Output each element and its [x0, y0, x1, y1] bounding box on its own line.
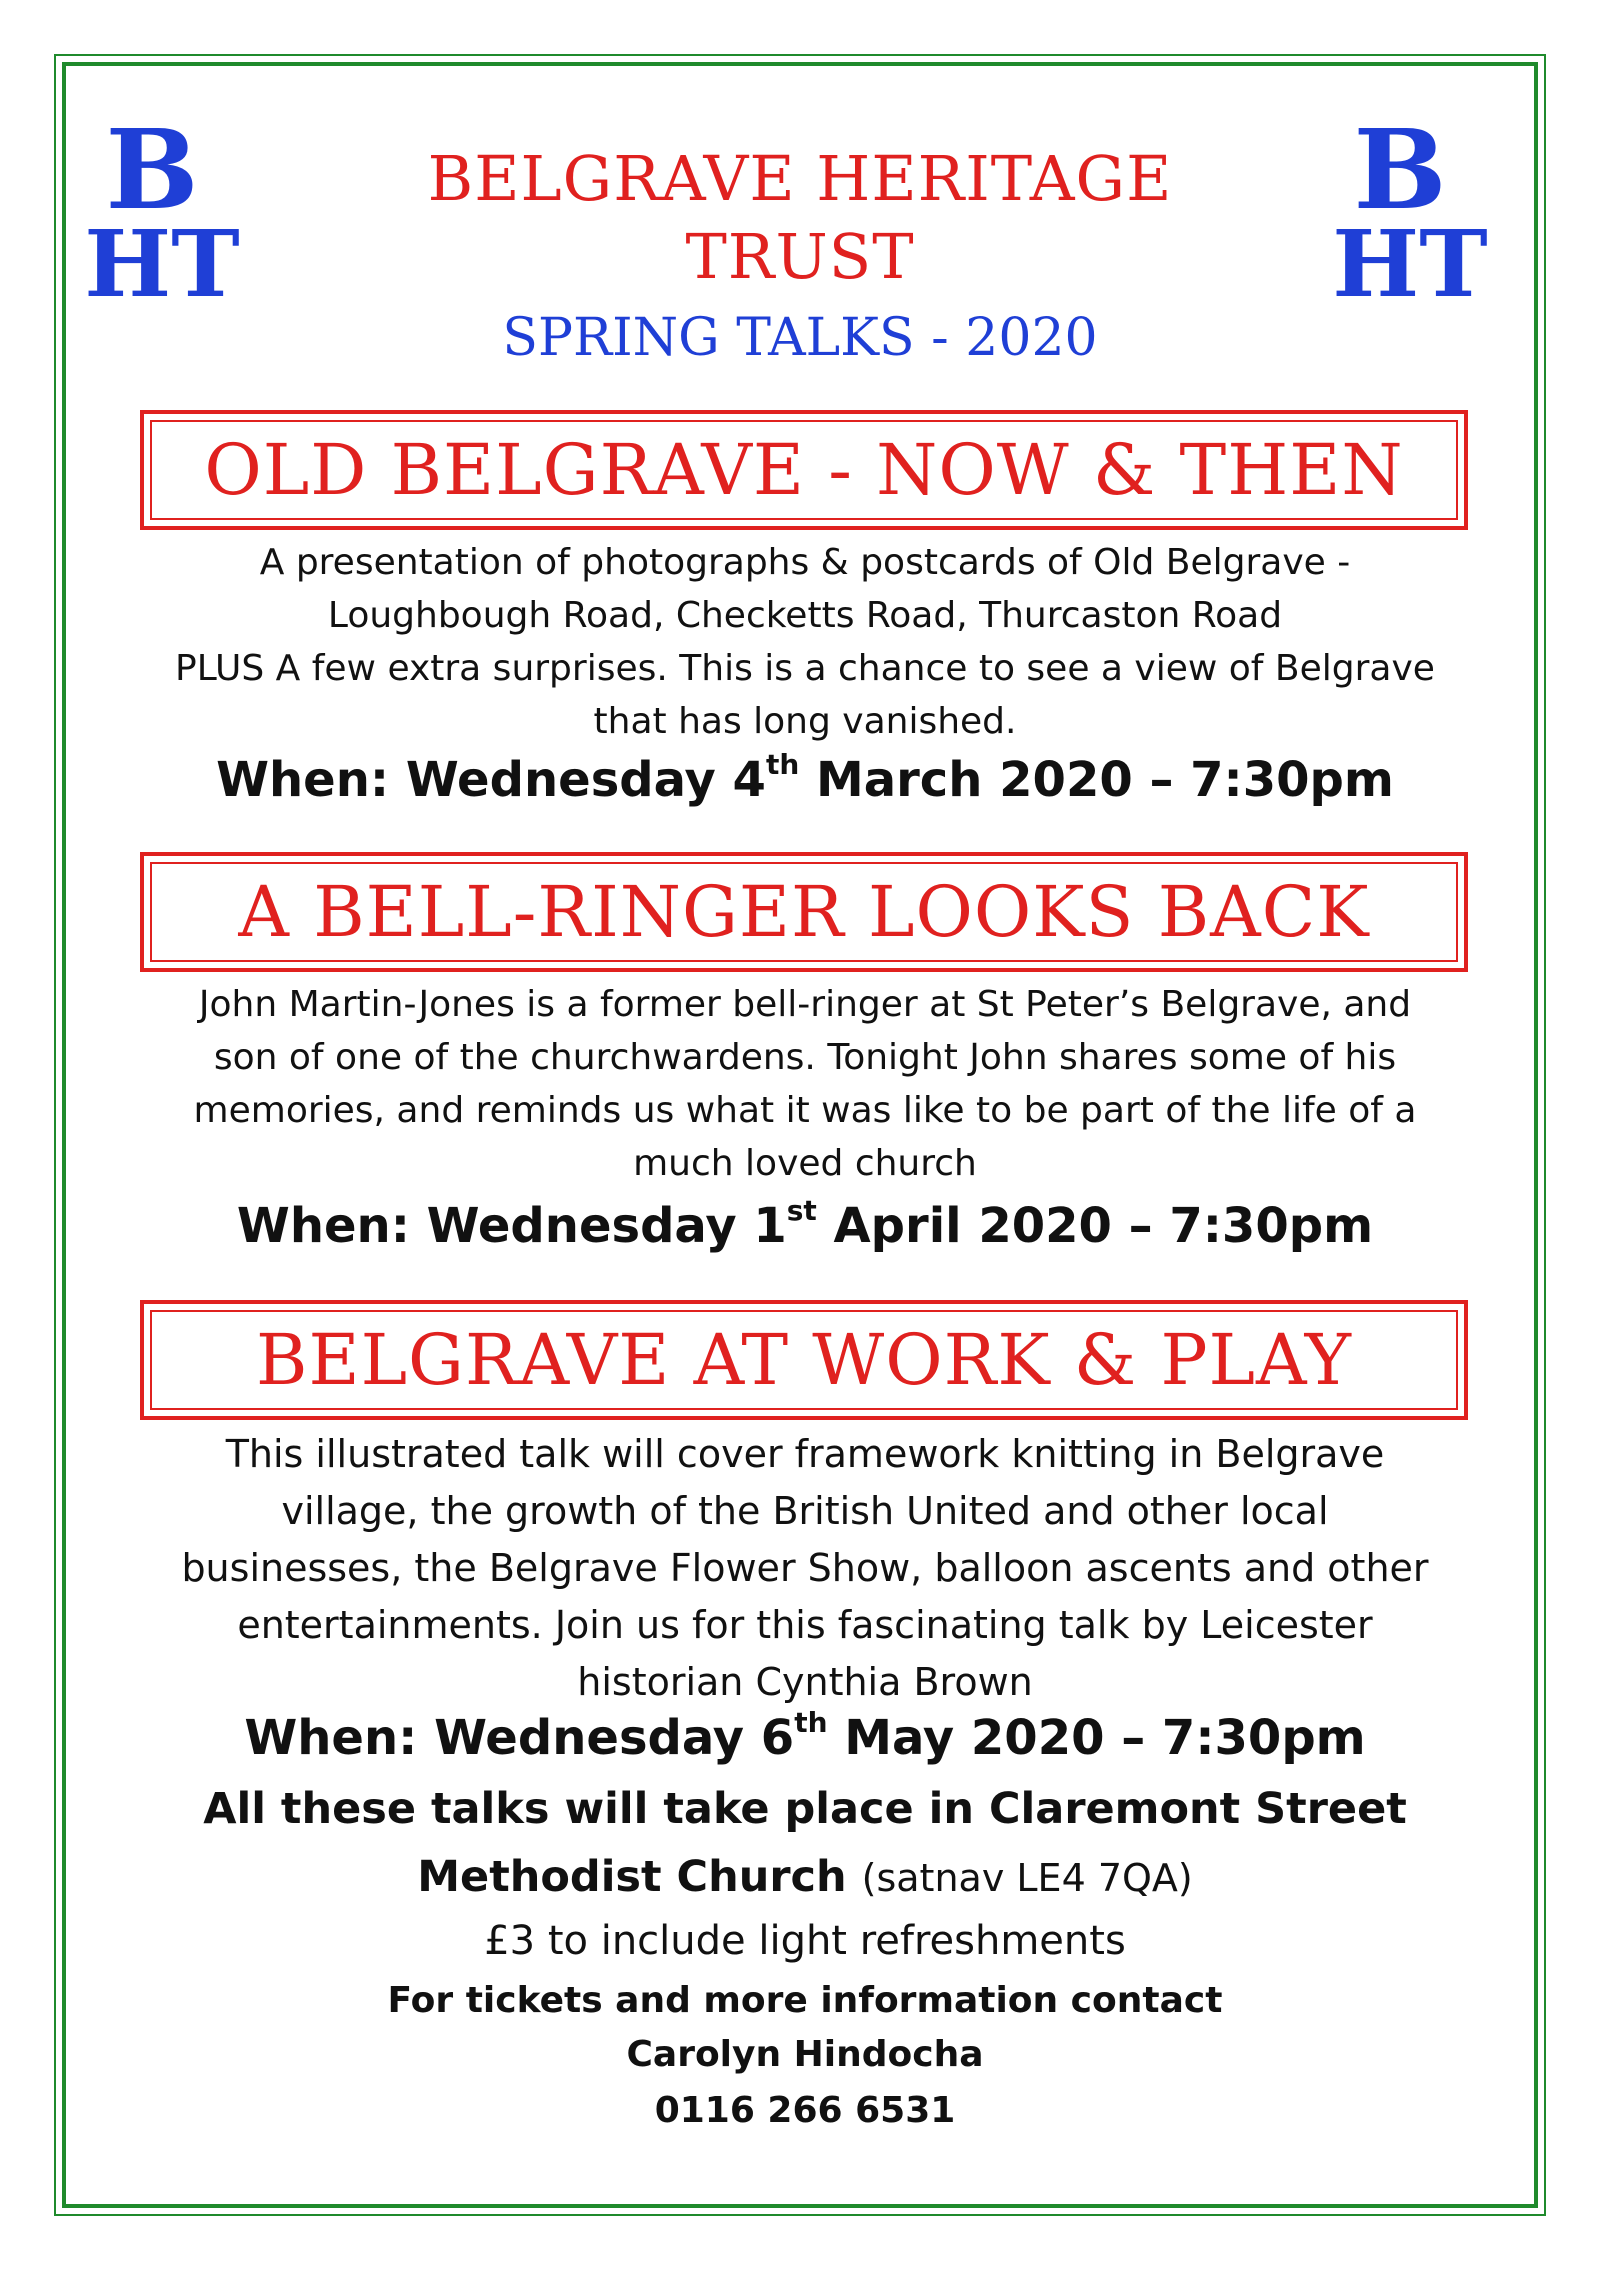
- svg-text:B: B: [1353, 118, 1447, 234]
- svg-text:HT: HT: [84, 210, 240, 308]
- contact-phone: 0116 266 6531: [654, 2090, 956, 2131]
- talk-3-desc-line: This illustrated talk will cover framework knitting in Belgrave: [225, 1432, 1385, 1476]
- venue-line-2: [150, 1852, 1460, 1902]
- talk-1-description: [150, 536, 1460, 748]
- talk-3-title: BELGRAVE AT WORK & PLAY: [256, 1319, 1352, 1401]
- talk-2-when: [150, 1194, 1460, 1254]
- when-ordinal: st: [786, 1194, 817, 1227]
- contact-name: Carolyn Hindocha: [626, 2034, 984, 2075]
- talk-3-description: [150, 1426, 1460, 1711]
- when-text: April 2020 – 7:30pm: [816, 1198, 1374, 1254]
- talk-1-desc-line: Loughbough Road, Checketts Road, Thurcaston Road: [327, 595, 1283, 636]
- talk-1-desc-line: that has long vanished.: [593, 701, 1017, 742]
- when-text: May 2020 – 7:30pm: [827, 1710, 1366, 1766]
- subtitle: SPRING TALKS - 2020: [502, 308, 1098, 368]
- bht-logo-left: [82, 118, 242, 308]
- talk-1-desc-line: PLUS A few extra surprises. This is a chance to see a view of Belgrave: [175, 648, 1435, 689]
- satnav: (satnav LE4 7QA): [861, 1856, 1193, 1900]
- org-title-line1: BELGRAVE HERITAGE: [427, 142, 1173, 215]
- talk-2-description: [150, 978, 1460, 1190]
- talk-3-desc-line: historian Cynthia Brown: [577, 1660, 1033, 1704]
- when-text: March 2020 – 7:30pm: [799, 752, 1394, 808]
- talk-2-desc-line: much loved church: [633, 1143, 977, 1184]
- org-title-line2: TRUST: [685, 220, 915, 293]
- talk-3-desc-line: village, the growth of the British United and other local: [281, 1489, 1329, 1533]
- talk-1-title-box: [140, 410, 1468, 530]
- svg-text:B: B: [105, 118, 199, 234]
- when-ordinal: th: [765, 748, 800, 781]
- talk-3-desc-line: businesses, the Belgrave Flower Show, balloon ascents and other: [181, 1546, 1429, 1590]
- venue-line-1: All these talks will take place in Claremont Street: [203, 1784, 1407, 1834]
- talk-2-desc-line: John Martin-Jones is a former bell-ringer at St Peter’s Belgrave, and: [198, 984, 1412, 1025]
- talk-2-desc-line: memories, and reminds us what it was like to be part of the life of a: [193, 1090, 1417, 1131]
- talk-1-desc-line: A presentation of photographs & postcards of Old Belgrave -: [259, 542, 1351, 583]
- talk-2-title-box: [140, 852, 1468, 972]
- bht-logo-right: [1330, 118, 1490, 308]
- when-text: When: Wednesday 1: [236, 1198, 787, 1254]
- when-text: When: Wednesday 6: [244, 1710, 795, 1766]
- talk-2-desc-line: son of one of the churchwardens. Tonight John shares some of his: [213, 1037, 1397, 1078]
- contact-line: For tickets and more information contact: [387, 1980, 1223, 2021]
- talk-3-title-box: [140, 1300, 1468, 1420]
- svg-text:HT: HT: [1332, 210, 1488, 308]
- when-text: When: Wednesday 4: [216, 752, 766, 808]
- talk-1-title: OLD BELGRAVE - NOW & THEN: [204, 429, 1404, 511]
- when-ordinal: th: [794, 1706, 828, 1739]
- talk-3-desc-line: entertainments. Join us for this fascinating talk by Leicester: [237, 1603, 1373, 1647]
- talk-3-when: [150, 1706, 1460, 1766]
- talk-2-title: A BELL-RINGER LOOKS BACK: [238, 871, 1370, 953]
- venue-name: Methodist Church: [417, 1852, 847, 1902]
- talk-1-when: [150, 748, 1460, 808]
- price: £3 to include light refreshments: [484, 1918, 1126, 1964]
